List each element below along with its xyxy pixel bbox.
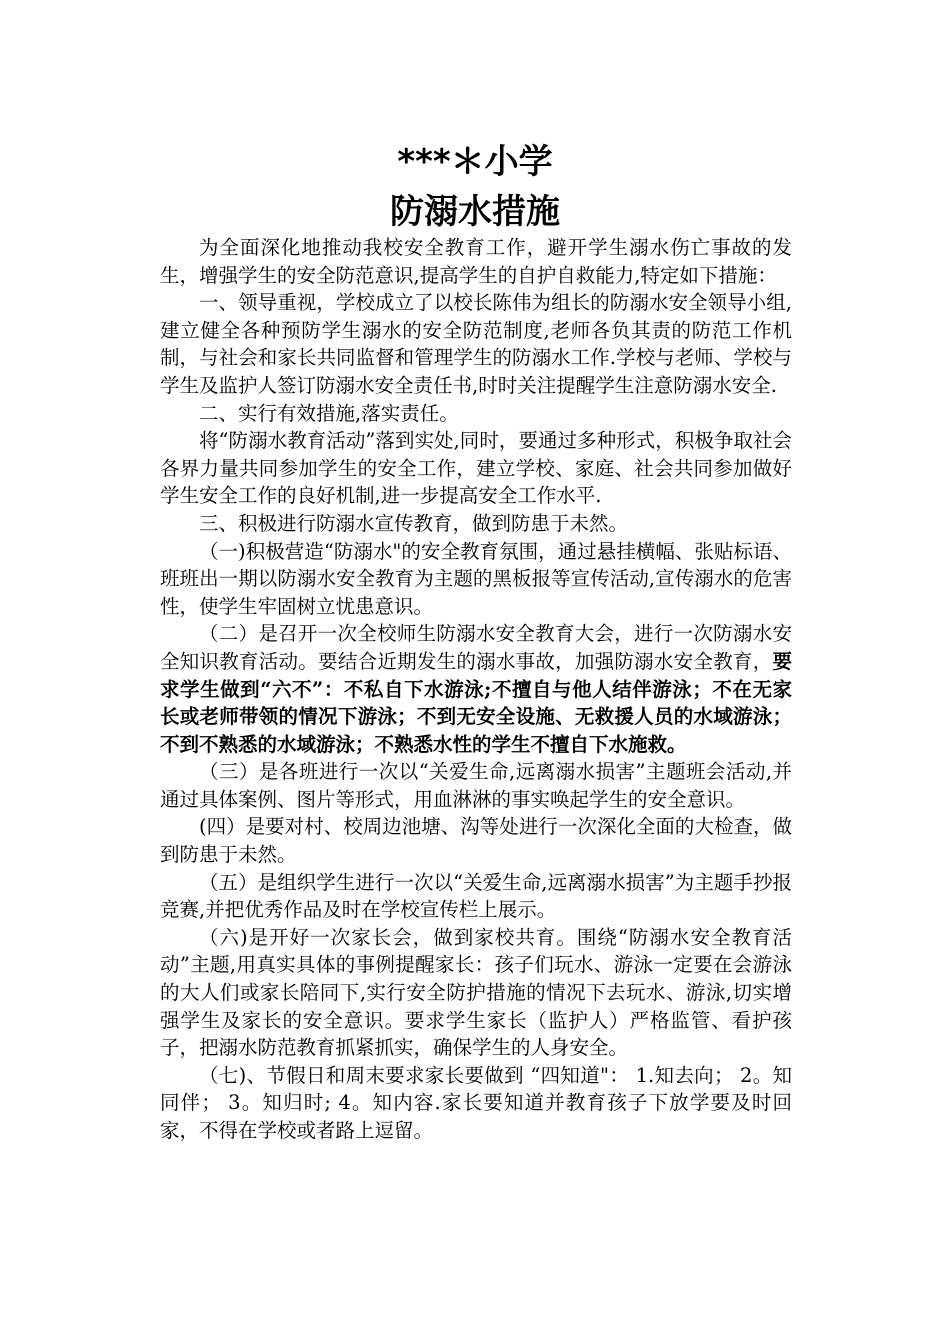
paragraph-item-4: (四）是要对村、校周边池塘、沟等处进行一次深化全面的大检查，做到防患于未然。 — [160, 815, 792, 867]
item-2-text: （二）是召开一次全校师生防溺水安全教育大会，进行一次防溺水安全知识教育活动。要结合近期发生的溺水事故，加强防溺水安全教育， — [160, 622, 792, 673]
paragraph-item-2 — [160, 620, 792, 758]
paragraph-item-7: （七)、节假日和周末要求家长要做到 “四知道"： 1.知去向； 2。知同伴； 3。知归时; 4。知内容.家长要知道并教育孩子下放学要及时回家，不得在学校或者路上逗留。 — [160, 1063, 792, 1142]
paragraph-section-3-heading: 三、积极进行防溺水宣传教育，做到防患于未然。 — [199, 511, 629, 535]
school-name-title: ***＊小学 — [397, 142, 553, 182]
paragraph-section-2-body: 将“防溺水教育活动”落到实处,同时，要通过多种形式，积极争取社会各界力量共同参加学生的安全工作，建立学校、家庭、社会共同参加做好学生安全工作的良好机制,进一步提高安全工作水平. — [160, 429, 792, 508]
paragraph-intro: 为全面深化地推动我校安全教育工作，避开学生溺水伤亡事故的发生，增强学生的安全防范意识,提高学生的自护自救能力,特定如下措施： — [160, 236, 792, 287]
six-nots-rules: 要求学生做到“六不”：不私自下水游泳;不擅自与他人结伴游泳；不在无家长或老师带领的情况下游泳；不到无安全设施、无救援人员的水域游泳；不到不熟悉的水域游泳；不熟悉水性的学生不擅自下水施救。 — [160, 649, 792, 756]
paragraph-section-1: 一、领导重视，学校成立了以校长陈伟为组长的防溺水安全领导小组,建立健全各种预防学生溺水的安全防范制度,老师各负其责的防范工作机制，与社会和家长共同监督和管理学生的防溺水工作.学校与老师、学校与学生及监护人签订防溺水安全责任书,时时关注提醒学生注意防溺水安全. — [160, 291, 792, 397]
paragraph-item-5: （五）是组织学生进行一次以“关爱生命,远离溺水损害”为主题手抄报竞赛,并把优秀作品及时在学校宣传栏上展示。 — [160, 870, 792, 922]
paragraph-item-1: （一)积极营造“防溺水"的安全教育氛围，通过悬挂横幅、张贴标语、班班出一期以防溺水安全教育为主题的黑板报等宣传活动,宣传溺水的危害性，使学生牢固树立忧患意识。 — [160, 539, 792, 618]
paragraph-section-2-heading: 二、实行有效措施,落实责任。 — [199, 401, 459, 425]
paragraph-item-3: （三）是各班进行一次以“关爱生命,远离溺水损害”主题班会活动,并通过具体案例、图片等形式，用血淋淋的事实唤起学生的安全意识。 — [160, 760, 792, 811]
document-body — [160, 234, 792, 1145]
paragraph-item-6: （六)是开好一次家长会，做到家校共育。围绕“防溺水安全教育活动”主题,用真实具体的事例提醒家长：孩子们玩水、游泳一定要在会游泳的大人们或家长陪同下,实行安全防护措施的情况下去玩水、游泳,切实增强学生及家长的安全意识。要求学生家长（监护人）严格监管、看护孩子，把溺水防范教育抓紧抓实，确保学生的人身安全。 — [160, 925, 792, 1060]
document-title: 防溺水措施 — [390, 192, 560, 232]
